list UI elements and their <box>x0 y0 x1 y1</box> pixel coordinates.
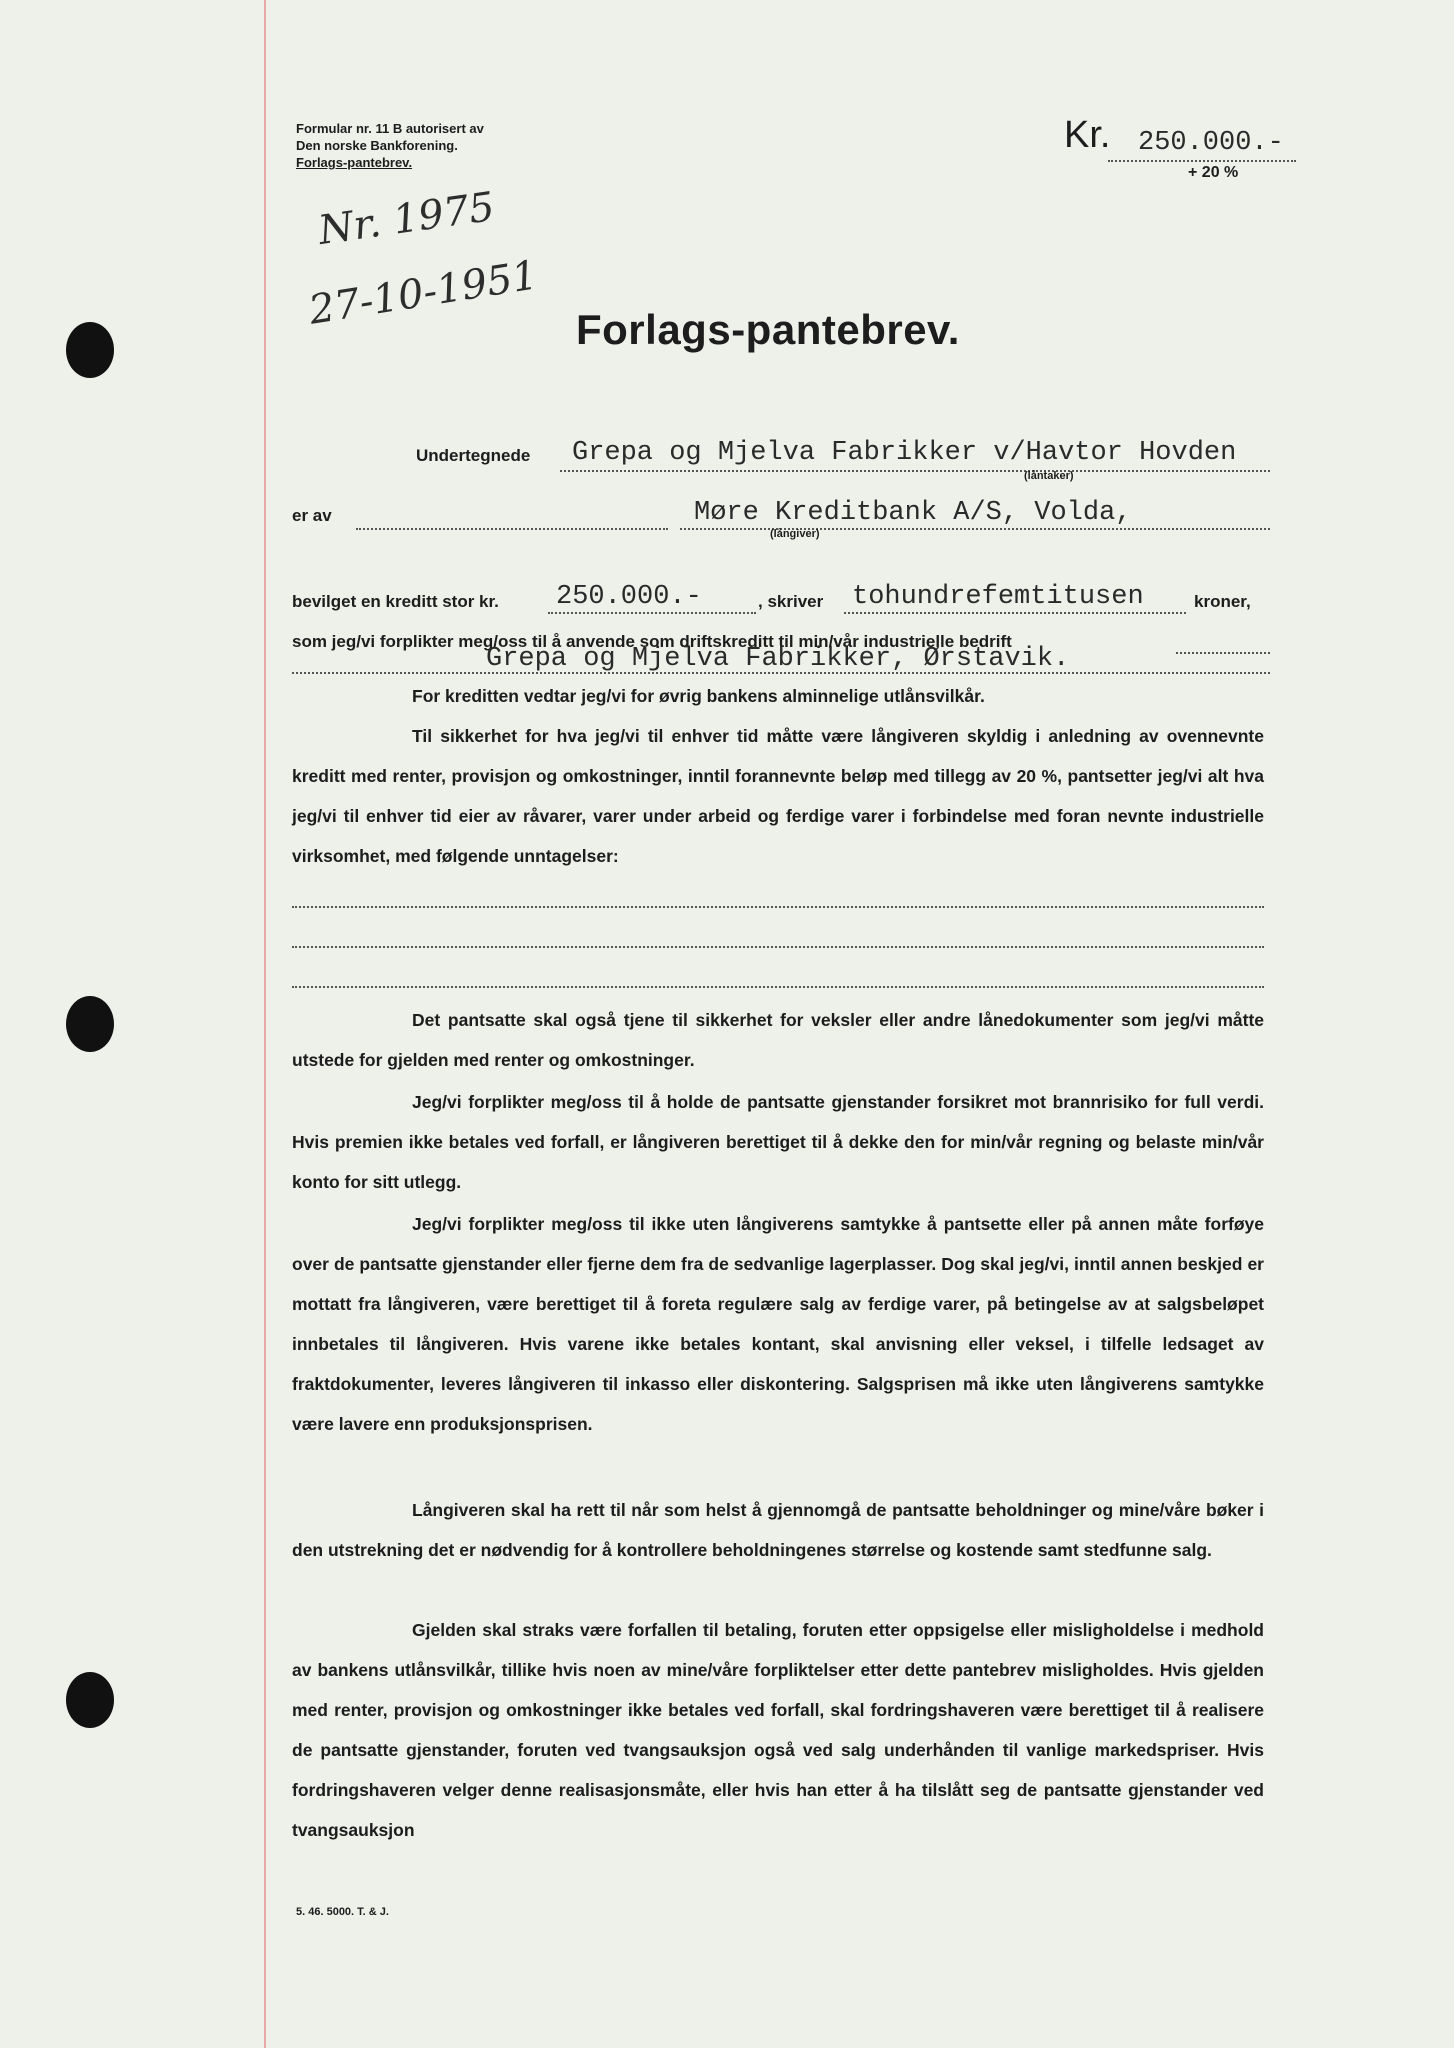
amount-in-words: tohundrefemtitusen <box>852 582 1144 612</box>
business-sentence: som jeg/vi forplikter meg/oss til å anvende som driftskreditt til min/vår industrielle bedrift <box>292 632 1012 651</box>
handwritten-number: Nr. 1975 <box>315 183 498 255</box>
paragraph-veksler: Det pantsatte skal også tjene til sikkerhet for veksler eller andre lånedokumenter som jeg/vi måtte utstede for gjelden med renter og omkostninger. <box>292 1010 1264 1070</box>
amount-dotted-line <box>1108 160 1296 162</box>
borrower-name: Grepa og Mjelva Fabrikker v/Havtor Hovden <box>572 438 1237 468</box>
paragraph-insurance: Jeg/vi forplikter meg/oss til å holde de pantsatte gjenstander forsikret mot brannrisiko for full verdi. Hvis premien ikke betales ved forfall, er långiveren berettiget til å dekke den for min/vår regning og belaste min/vår konto for sitt utlegg. <box>292 1092 1264 1192</box>
amount-surcharge: + 20 % <box>1188 164 1239 181</box>
margin-rule <box>264 0 266 2048</box>
paragraph-no-pledge: Jeg/vi forplikter meg/oss til ikke uten långiverens samtykke å pantsette eller på annen måte forføye over de pantsatte gjenstander eller fjerne dem fra de sedvanlige lagerplasser. Dog skal jeg/vi, inntil annen beskjed er mottatt fra långiveren, være berettiget til å foreta regulære salg av ferdige varer, på betingelse av at salgsbeløpet innbetales til långiveren. Hvis varene ikke betales kontant, skal anvisning eller veksel, i tilfelle ledsaget av fraktdokumenter, leveres långiveren til inkasso eller diskontering. Salgsprisen må ikke uten långiverens samtykke være lavere enn produksjonsprisen. <box>292 1214 1264 1434</box>
business-name: Grepa og Mjelva Fabrikker, Ørstavik. <box>486 644 1070 674</box>
paragraph-inspection: Långiveren skal ha rett til når som helst å gjennomgå de pantsatte beholdninger og mine/våre bøker i den utstrekning det er nødvendig for å kontrollere beholdningenes størrelse og kostende samt stedfunne salg. <box>292 1500 1264 1560</box>
lender-name: Møre Kreditbank A/S, Volda, <box>694 498 1132 528</box>
credit-dotted-line <box>548 612 756 614</box>
document-title: Forlags-pantebrev. <box>576 306 960 353</box>
credit-label: bevilget en kreditt stor kr. <box>292 592 499 611</box>
punch-hole-bottom <box>66 1672 114 1728</box>
skriver-label: , skriver <box>758 592 824 611</box>
form-header-line2: Den norske Bankforening. <box>296 138 458 153</box>
exceptions-line-3 <box>292 986 1264 988</box>
credit-amount: 250.000.- <box>556 582 702 612</box>
borrower-dotted-line <box>560 470 1270 472</box>
er-av-label: er av <box>292 506 332 525</box>
form-header-line3: Forlags-pantebrev. <box>296 155 413 170</box>
er-av-dotted-line <box>356 528 668 530</box>
amount-value: 250.000.- <box>1138 128 1284 158</box>
business-dotted-line <box>292 672 1270 674</box>
footer-print-code: 5. 46. 5000. T. & J. <box>296 1906 389 1918</box>
words-dotted-line <box>844 612 1186 614</box>
form-header <box>296 120 484 171</box>
business-trailing-dots <box>1176 652 1270 654</box>
form-header-line1: Formular nr. 11 B autorisert av <box>296 121 484 136</box>
lender-dotted-line <box>680 528 1270 530</box>
kroner-label: kroner, <box>1194 592 1251 611</box>
handwritten-date: 27-10-1951 <box>305 252 541 334</box>
borrower-caption: (låntaker) <box>1024 470 1074 482</box>
amount-prefix: Kr. <box>1064 114 1111 156</box>
paragraph-security: Til sikkerhet for hva jeg/vi til enhver tid måtte være långiveren skyldig i anledning av ovennevnte kreditt med renter, provisjon og omkostninger, inntil forannevnte beløp med tillegg av 20 %, pantsetter jeg/vi alt hva jeg/vi til enhver tid eier av råvarer, varer under arbeid og ferdige varer i forbindelse med foran nevnte industrielle virksomhet, med følgende unntagelser: <box>292 726 1264 866</box>
undersigned-label: Undertegnede <box>416 446 531 465</box>
paragraph-default: Gjelden skal straks være forfallen til betaling, foruten etter oppsigelse eller misligholdelse i medhold av bankens utlånsvilkår, tillike hvis noen av mine/våre forpliktelser etter dette pantebrev misligholdes. Hvis gjelden med renter, provisjon og omkostninger ikke betales ved forfall, skal fordringshaveren være berettiget til å realisere de pantsatte gjenstander, foruten ved tvangsauksjon også ved salg underhånden til vanlige markedspriser. Hvis fordringshaveren velger denne realisasjonsmåte, eller hvis han etter å ha tilslått seg de pantsatte gjenstander ved tvangsauksjon <box>292 1620 1264 1840</box>
exceptions-line-1 <box>292 906 1264 908</box>
lender-caption: (långiver) <box>770 528 820 540</box>
punch-hole-middle <box>66 996 114 1052</box>
punch-hole-top <box>66 322 114 378</box>
exceptions-line-2 <box>292 946 1264 948</box>
paragraph-terms: For kreditten vedtar jeg/vi for øvrig bankens alminnelige utlånsvilkår. <box>412 686 985 706</box>
